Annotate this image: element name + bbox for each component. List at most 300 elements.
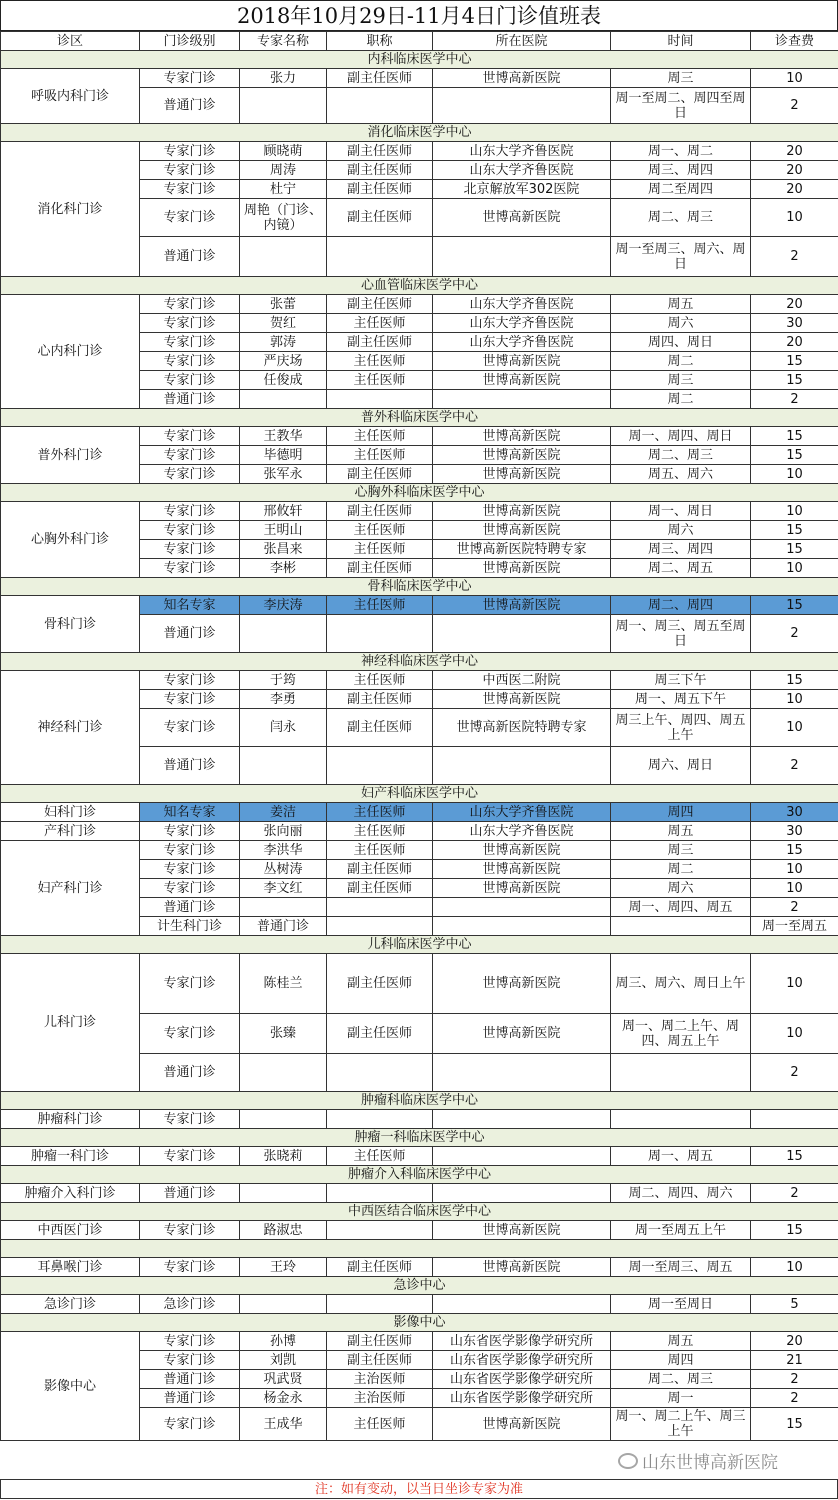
section-title: 肿瘤一科临床医学中心 xyxy=(1,1129,838,1147)
level-cell: 专家门诊 xyxy=(140,371,240,390)
fee-cell: 10 xyxy=(751,860,838,879)
title-cell: 主治医师 xyxy=(327,1370,433,1389)
table-row xyxy=(1,671,838,690)
doctor-cell: 周艳（门诊、内镜） xyxy=(240,199,327,237)
hospital-cell: 世博高新医院 xyxy=(433,954,611,1014)
department-cell: 儿科门诊 xyxy=(1,954,140,1092)
doctor-cell: 张力 xyxy=(240,69,327,88)
title-cell: 副主任医师 xyxy=(327,333,433,352)
hospital-cell: 山东省医学影像学研究所 xyxy=(433,1332,611,1351)
fee-cell: 2 xyxy=(751,1054,838,1092)
department-cell: 妇产科门诊 xyxy=(1,841,140,936)
doctor-cell: 路淑忠 xyxy=(240,1221,327,1240)
fee-cell: 10 xyxy=(751,559,838,578)
time-cell xyxy=(611,1054,751,1092)
fee-cell: 15 xyxy=(751,671,838,690)
doctor-cell: 于筠 xyxy=(240,671,327,690)
doctor-cell: 张军永 xyxy=(240,465,327,484)
fee-cell: 10 xyxy=(751,954,838,1014)
fee-cell: 2 xyxy=(751,88,838,124)
fee-cell: 15 xyxy=(751,427,838,446)
time-cell xyxy=(611,1110,751,1129)
time-cell: 周一、周二上午、周三上午 xyxy=(611,1408,751,1441)
table-row xyxy=(1,1184,838,1203)
level-cell: 专家门诊 xyxy=(140,954,240,1014)
time-cell: 周三上午、周四、周五上午 xyxy=(611,709,751,747)
fee-cell: 10 xyxy=(751,199,838,237)
time-cell: 周四、周日 xyxy=(611,333,751,352)
doctor-cell xyxy=(240,1184,327,1203)
level-cell: 普通门诊 xyxy=(140,747,240,785)
doctor-cell xyxy=(240,898,327,917)
time-cell: 周六 xyxy=(611,879,751,898)
level-cell: 专家门诊 xyxy=(140,690,240,709)
time-cell: 周三 xyxy=(611,841,751,860)
time-cell: 周一、周四、周五 xyxy=(611,898,751,917)
watermark xyxy=(618,1448,778,1473)
title-cell xyxy=(433,917,611,936)
watermark-text: 山东世博高新医院 xyxy=(642,1453,778,1473)
doctor-cell: 顾晓萌 xyxy=(240,142,327,161)
table-row xyxy=(1,803,838,822)
title-cell: 主任医师 xyxy=(327,427,433,446)
doctor-cell: 王玲 xyxy=(240,1258,327,1277)
title-cell: 副主任医师 xyxy=(327,161,433,180)
table-row xyxy=(1,502,838,521)
table-row xyxy=(1,1258,838,1277)
level-cell: 普通门诊 xyxy=(240,917,327,936)
level-cell: 普通门诊 xyxy=(140,898,240,917)
time-cell: 周四 xyxy=(611,1351,751,1370)
section-row xyxy=(1,277,838,295)
level-cell: 专家门诊 xyxy=(140,841,240,860)
level-cell: 专家门诊 xyxy=(140,465,240,484)
hospital-cell xyxy=(433,1054,611,1092)
table-row xyxy=(1,295,838,314)
schedule-body xyxy=(1,51,838,1441)
level-cell: 专家门诊 xyxy=(140,822,240,841)
title-cell: 副主任医师 xyxy=(327,69,433,88)
fee-cell: 15 xyxy=(751,596,838,615)
hospital-cell xyxy=(433,1295,611,1314)
department-cell: 神经科门诊 xyxy=(1,671,140,785)
title-cell: 主任医师 xyxy=(327,671,433,690)
hospital-cell xyxy=(611,917,751,936)
level-cell: 专家门诊 xyxy=(140,879,240,898)
fee-cell: 20 xyxy=(751,1332,838,1351)
hospital-cell: 世博高新医院特聘专家 xyxy=(433,540,611,559)
doctor-cell: 严庆场 xyxy=(240,352,327,371)
hospital-cell: 世博高新医院 xyxy=(433,690,611,709)
title-cell: 副主任医师 xyxy=(327,1332,433,1351)
time-cell: 周三 xyxy=(611,371,751,390)
title-cell: 主任医师 xyxy=(327,352,433,371)
fee-cell: 20 xyxy=(751,295,838,314)
section-row xyxy=(1,785,838,803)
section-title: 消化临床医学中心 xyxy=(1,124,838,142)
hospital-cell: 山东大学齐鲁医院 xyxy=(433,314,611,333)
header-cell: 诊区 xyxy=(1,32,140,51)
time-cell: 周一至周三、周六、周日 xyxy=(611,237,751,277)
level-cell: 专家门诊 xyxy=(140,1258,240,1277)
section-row xyxy=(1,409,838,427)
section-title: 内科临床医学中心 xyxy=(1,51,838,69)
hospital-cell: 世博高新医院 xyxy=(433,69,611,88)
section-title: 妇产科临床医学中心 xyxy=(1,785,838,803)
doctor-cell: 姜洁 xyxy=(240,803,327,822)
time-cell: 周四 xyxy=(611,803,751,822)
level-cell: 普通门诊 xyxy=(140,237,240,277)
title-cell xyxy=(327,237,433,277)
table-row xyxy=(1,822,838,841)
doctor-cell: 王成华 xyxy=(240,1408,327,1441)
title-cell: 主任医师 xyxy=(327,521,433,540)
section-title: 神经科临床医学中心 xyxy=(1,653,838,671)
doctor-cell: 张昌来 xyxy=(240,540,327,559)
level-cell: 专家门诊 xyxy=(140,1332,240,1351)
hospital-cell: 山东省医学影像学研究所 xyxy=(433,1389,611,1408)
fee-cell: 15 xyxy=(751,521,838,540)
department-cell: 肿瘤科门诊 xyxy=(1,1110,140,1129)
time-cell: 周三、周六、周日上午 xyxy=(611,954,751,1014)
section-row xyxy=(1,1203,838,1221)
doctor-cell: 郭涛 xyxy=(240,333,327,352)
hospital-cell: 世博高新医院 xyxy=(433,1221,611,1240)
time-cell: 周二、周四、周六 xyxy=(611,1184,751,1203)
level-cell: 专家门诊 xyxy=(140,521,240,540)
doctor-cell: 杨金永 xyxy=(240,1389,327,1408)
doctor-cell xyxy=(240,1295,327,1314)
header-cell: 门诊级别 xyxy=(140,32,240,51)
title-cell: 副主任医师 xyxy=(327,559,433,578)
fee-cell: 15 xyxy=(751,1221,838,1240)
header-cell: 所在医院 xyxy=(433,32,611,51)
section-title: 心胸外科临床医学中心 xyxy=(1,484,838,502)
hospital-cell: 世博高新医院 xyxy=(433,1258,611,1277)
doctor-cell: 巩武贤 xyxy=(240,1370,327,1389)
title-cell xyxy=(327,1110,433,1129)
fee-cell: 2 xyxy=(751,237,838,277)
doctor-cell: 王明山 xyxy=(240,521,327,540)
time-cell: 周二、周三 xyxy=(611,199,751,237)
hospital-cell xyxy=(433,747,611,785)
level-cell: 专家门诊 xyxy=(140,69,240,88)
level-cell: 专家门诊 xyxy=(140,333,240,352)
level-cell: 专家门诊 xyxy=(140,180,240,199)
time-cell: 周五 xyxy=(611,295,751,314)
title-cell: 副主任医师 xyxy=(327,295,433,314)
time-cell: 周二 xyxy=(611,390,751,409)
section-title: 骨科临床医学中心 xyxy=(1,578,838,596)
time-cell: 周五 xyxy=(611,822,751,841)
department-cell: 中西医门诊 xyxy=(1,1221,140,1240)
section-row xyxy=(1,1092,838,1110)
header-row xyxy=(1,32,838,51)
fee-cell: 20 xyxy=(751,142,838,161)
hospital-cell xyxy=(433,1184,611,1203)
fee-cell: 15 xyxy=(751,1147,838,1166)
doctor-cell xyxy=(240,390,327,409)
hospital-cell: 山东省医学影像学研究所 xyxy=(433,1351,611,1370)
section-title: 急诊中心 xyxy=(1,1277,838,1295)
section-title: 肿瘤介入科临床医学中心 xyxy=(1,1166,838,1184)
title-cell: 主任医师 xyxy=(327,1408,433,1441)
doctor-cell: 李勇 xyxy=(240,690,327,709)
header-cell: 诊查费 xyxy=(751,32,838,51)
section-title: 中西医结合临床医学中心 xyxy=(1,1203,838,1221)
level-cell: 专家门诊 xyxy=(140,142,240,161)
level-cell: 普通门诊 xyxy=(140,1184,240,1203)
header-cell: 时间 xyxy=(611,32,751,51)
time-cell: 周二、周三 xyxy=(611,446,751,465)
doctor-cell xyxy=(240,1110,327,1129)
title-cell xyxy=(327,1221,433,1240)
time-cell: 周二 xyxy=(611,860,751,879)
hospital-cell: 世博高新医院 xyxy=(433,596,611,615)
section-title: 肿瘤科临床医学中心 xyxy=(1,1092,838,1110)
hospital-cell: 世博高新医院 xyxy=(433,879,611,898)
title-cell: 主任医师 xyxy=(327,446,433,465)
level-cell: 专家门诊 xyxy=(140,161,240,180)
doctor-cell: 孙博 xyxy=(240,1332,327,1351)
level-cell: 专家门诊 xyxy=(140,446,240,465)
time-cell: 周一、周五 xyxy=(611,1147,751,1166)
title-cell xyxy=(327,615,433,653)
doctor-cell: 周涛 xyxy=(240,161,327,180)
hospital-cell: 山东大学齐鲁医院 xyxy=(433,822,611,841)
level-cell: 专家门诊 xyxy=(140,427,240,446)
table-row xyxy=(1,1147,838,1166)
title-cell: 副主任医师 xyxy=(327,1258,433,1277)
fee-cell: 10 xyxy=(751,1258,838,1277)
doctor-cell: 刘凯 xyxy=(240,1351,327,1370)
time-cell: 周一至周二、周四至周日 xyxy=(611,88,751,124)
level-cell: 普通门诊 xyxy=(140,390,240,409)
time-cell: 周三、周四 xyxy=(611,161,751,180)
level-cell: 专家门诊 xyxy=(140,1014,240,1054)
department-cell: 计生科门诊 xyxy=(140,917,240,936)
title-cell: 副主任医师 xyxy=(327,502,433,521)
time-cell: 周一、周三、周五至周日 xyxy=(611,615,751,653)
time-cell: 周三、周四 xyxy=(611,540,751,559)
title-cell: 主任医师 xyxy=(327,1147,433,1166)
level-cell: 专家门诊 xyxy=(140,1147,240,1166)
hospital-cell: 世博高新医院 xyxy=(433,199,611,237)
department-cell: 呼吸内科门诊 xyxy=(1,69,140,124)
department-cell: 急诊门诊 xyxy=(1,1295,140,1314)
doctor-cell xyxy=(240,747,327,785)
fee-cell: 15 xyxy=(751,841,838,860)
title-cell: 主任医师 xyxy=(327,596,433,615)
hospital-cell: 山东大学齐鲁医院 xyxy=(433,333,611,352)
title-cell: 主任医师 xyxy=(327,822,433,841)
hospital-cell: 世博高新医院 xyxy=(433,1014,611,1054)
time-cell: 周一 xyxy=(611,1389,751,1408)
time-cell: 周一至周五 xyxy=(751,917,838,936)
hospital-cell: 世博高新医院 xyxy=(433,860,611,879)
table-row xyxy=(1,841,838,860)
level-cell: 知名专家 xyxy=(140,803,240,822)
fee-cell: 10 xyxy=(751,879,838,898)
doctor-cell xyxy=(240,1054,327,1092)
level-cell: 专家门诊 xyxy=(140,314,240,333)
title-cell: 副主任医师 xyxy=(327,465,433,484)
time-cell: 周一至周三、周五 xyxy=(611,1258,751,1277)
fee-cell: 10 xyxy=(751,502,838,521)
fee-cell: 2 xyxy=(751,898,838,917)
title-cell: 副主任医师 xyxy=(327,1014,433,1054)
schedule-title: 2018年10月29日-11月4日门诊值班表 xyxy=(0,0,838,31)
table-row xyxy=(1,1332,838,1351)
schedule-table xyxy=(0,31,838,1441)
doctor-cell: 李彬 xyxy=(240,559,327,578)
hospital-cell: 山东大学齐鲁医院 xyxy=(433,161,611,180)
hospital-cell: 山东大学齐鲁医院 xyxy=(433,142,611,161)
fee-cell: 10 xyxy=(751,709,838,747)
doctor-cell: 张臻 xyxy=(240,1014,327,1054)
doctor-cell xyxy=(327,917,433,936)
title-cell: 主任医师 xyxy=(327,841,433,860)
title-cell xyxy=(327,390,433,409)
time-cell: 周一、周二 xyxy=(611,142,751,161)
level-cell: 普通门诊 xyxy=(140,1389,240,1408)
doctor-cell: 贺红 xyxy=(240,314,327,333)
title-cell xyxy=(327,1184,433,1203)
hospital-cell: 世博高新医院 xyxy=(433,446,611,465)
hospital-cell xyxy=(433,390,611,409)
table-row xyxy=(1,596,838,615)
doctor-cell: 李文红 xyxy=(240,879,327,898)
hospital-cell: 山东省医学影像学研究所 xyxy=(433,1370,611,1389)
department-cell: 肿瘤介入科门诊 xyxy=(1,1184,140,1203)
level-cell: 普通门诊 xyxy=(140,88,240,124)
time-cell: 周五、周六 xyxy=(611,465,751,484)
title-cell: 副主任医师 xyxy=(327,1351,433,1370)
level-cell: 专家门诊 xyxy=(140,559,240,578)
section-title: 心血管临床医学中心 xyxy=(1,277,838,295)
fee-cell: 15 xyxy=(751,446,838,465)
doctor-cell: 李洪华 xyxy=(240,841,327,860)
table-row xyxy=(1,427,838,446)
header-cell: 专家名称 xyxy=(240,32,327,51)
time-cell: 周一、周五下午 xyxy=(611,690,751,709)
hospital-cell xyxy=(433,1110,611,1129)
hospital-cell: 世博高新医院 xyxy=(433,521,611,540)
level-cell: 普通门诊 xyxy=(140,615,240,653)
time-cell: 周六、周日 xyxy=(611,747,751,785)
title-cell: 副主任医师 xyxy=(327,180,433,199)
section-row xyxy=(1,1314,838,1332)
section-row xyxy=(1,1240,838,1258)
title-cell xyxy=(327,88,433,124)
level-cell: 专家门诊 xyxy=(140,540,240,559)
fee-cell: 2 xyxy=(751,747,838,785)
hospital-cell: 世博高新医院 xyxy=(433,559,611,578)
fee-cell: 30 xyxy=(751,314,838,333)
department-cell: 心内科门诊 xyxy=(1,295,140,409)
doctor-cell xyxy=(240,237,327,277)
time-cell: 周一至周五上午 xyxy=(611,1221,751,1240)
hospital-cell xyxy=(433,898,611,917)
doctor-cell: 杜宁 xyxy=(240,180,327,199)
fee-cell: 15 xyxy=(751,1408,838,1441)
level-cell: 急诊门诊 xyxy=(140,1295,240,1314)
fee-cell: 2 xyxy=(751,1389,838,1408)
title-cell xyxy=(327,1054,433,1092)
fee-cell: 2 xyxy=(751,390,838,409)
table-row xyxy=(1,954,838,1014)
section-row xyxy=(1,1277,838,1295)
fee-cell: 2 xyxy=(751,1370,838,1389)
wechat-icon xyxy=(618,1453,638,1469)
fee-cell: 30 xyxy=(751,822,838,841)
level-cell: 专家门诊 xyxy=(140,295,240,314)
table-row xyxy=(1,1110,838,1129)
table-row xyxy=(1,1221,838,1240)
department-cell: 心胸外科门诊 xyxy=(1,502,140,578)
fee-cell: 20 xyxy=(751,333,838,352)
department-cell: 妇科门诊 xyxy=(1,803,140,822)
time-cell: 周三 xyxy=(611,69,751,88)
time-cell: 周六 xyxy=(611,314,751,333)
fee-cell: 10 xyxy=(751,465,838,484)
hospital-cell: 山东大学齐鲁医院 xyxy=(433,803,611,822)
fee-cell: 10 xyxy=(751,1014,838,1054)
hospital-cell: 北京解放军302医院 xyxy=(433,180,611,199)
level-cell: 专家门诊 xyxy=(140,199,240,237)
department-cell: 产科门诊 xyxy=(1,822,140,841)
title-cell: 主治医师 xyxy=(327,1389,433,1408)
title-cell xyxy=(327,747,433,785)
title-cell xyxy=(327,898,433,917)
section-row xyxy=(1,124,838,142)
hospital-cell: 世博高新医院 xyxy=(433,1408,611,1441)
time-cell: 周一、周日 xyxy=(611,502,751,521)
hospital-cell xyxy=(433,88,611,124)
hospital-cell: 世博高新医院 xyxy=(433,427,611,446)
doctor-cell xyxy=(240,615,327,653)
fee-cell: 30 xyxy=(751,803,838,822)
doctor-cell xyxy=(240,88,327,124)
level-cell: 专家门诊 xyxy=(140,860,240,879)
section-title xyxy=(1,1240,838,1258)
department-cell: 骨科门诊 xyxy=(1,596,140,653)
title-cell: 主任医师 xyxy=(327,371,433,390)
section-row xyxy=(1,484,838,502)
level-cell: 专家门诊 xyxy=(140,1351,240,1370)
title-cell: 主任医师 xyxy=(327,314,433,333)
title-cell: 主任医师 xyxy=(327,803,433,822)
doctor-cell: 陈桂兰 xyxy=(240,954,327,1014)
fee-cell: 21 xyxy=(751,1351,838,1370)
title-cell: 副主任医师 xyxy=(327,199,433,237)
fee-cell: 10 xyxy=(751,690,838,709)
level-cell: 专家门诊 xyxy=(140,709,240,747)
section-row xyxy=(1,936,838,954)
title-cell: 副主任医师 xyxy=(327,860,433,879)
time-cell: 周一至周日 xyxy=(611,1295,751,1314)
hospital-cell: 世博高新医院 xyxy=(433,465,611,484)
time-cell: 周二、周四 xyxy=(611,596,751,615)
hospital-cell: 世博高新医院 xyxy=(433,841,611,860)
title-cell: 副主任医师 xyxy=(327,142,433,161)
fee-cell: 20 xyxy=(751,180,838,199)
doctor-cell: 张向丽 xyxy=(240,822,327,841)
fee-cell: 20 xyxy=(751,161,838,180)
fee-cell: 10 xyxy=(751,69,838,88)
section-row xyxy=(1,1129,838,1147)
title-cell: 主任医师 xyxy=(327,540,433,559)
